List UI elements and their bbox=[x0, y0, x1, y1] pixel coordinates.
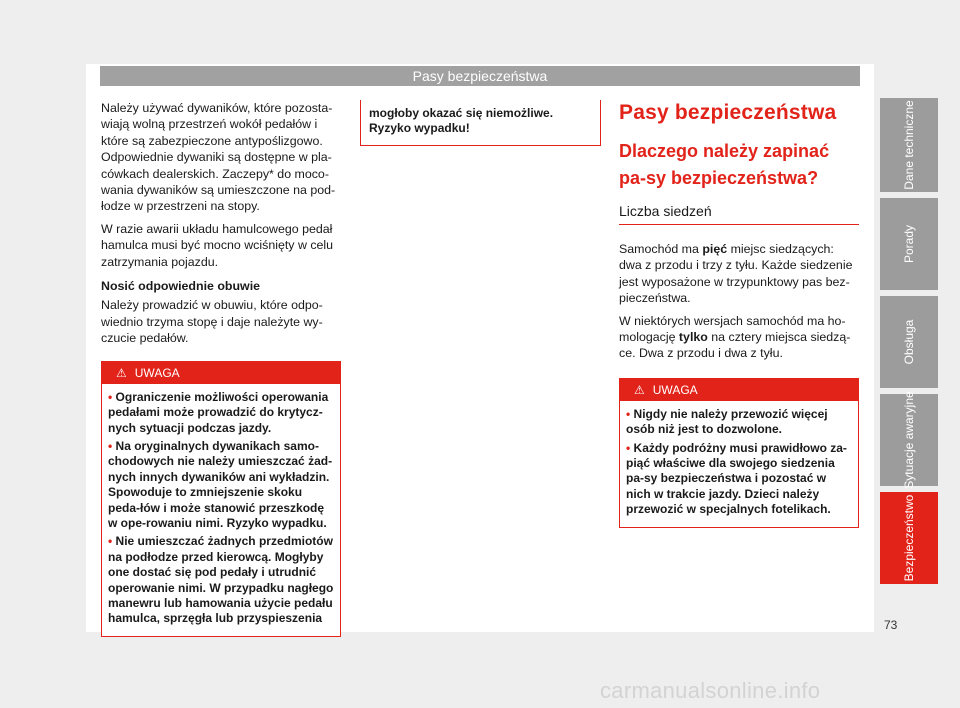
section-title: Dlaczego należy zapinać pa-sy bezpieczeństwa? bbox=[619, 141, 830, 188]
warning-item: • Nigdy nie należy przewozić więcej osób niż jest to dozwolone. bbox=[626, 406, 828, 437]
warning-continuation: mogłoby okazać się niemożliwe. Ryzyko wypadku! bbox=[360, 100, 601, 146]
warning-item: • Ograniczenie możliwości operowania pedałami może prowadzić do krytycz-nych sytuacji podczas jazdy. bbox=[108, 389, 329, 435]
warning-box bbox=[101, 361, 341, 637]
warning-item: • Na oryginalnych dywanikach samo-chodowych nie należy umieszczać żad-nych innych dywaników ani wykładzin. Spowoduje to zmniejszenie skoku peda-łów i może stanowić przeszkodę w ope-rowaniu nimi. Ryzyko wypadku. bbox=[108, 438, 333, 530]
warning-body bbox=[620, 401, 858, 527]
paragraph: W razie awarii układu hamulcowego pedał hamulca musi być mocno wciśnięty w celu zatrzymania pojazdu. bbox=[101, 221, 334, 269]
tab-porady[interactable]: Porady bbox=[880, 198, 938, 290]
watermark: carmanualsonline.info bbox=[600, 678, 821, 703]
bullet-icon: • bbox=[108, 438, 113, 453]
paragraph: W niektórych wersjach samochód ma ho-mologację tylko na cztery miejsca siedzą-ce. Dwa z przodu i dwa z tyłu. bbox=[619, 313, 851, 361]
bullet-icon: • bbox=[626, 406, 631, 421]
bullet-icon: • bbox=[626, 440, 631, 455]
paragraph: Należy używać dywaników, które pozosta-wiają wolną przestrzeń wokół pedałów i które są zabezpieczone antypoślizgowo. Odpowiednie dywaniki są dostępne w pla-cówkach dealerskich. Zaczepy* do moco-wania dywaników są umieszczone na pod-łodze w przestrzeni na stopy. bbox=[101, 101, 336, 214]
warning-label: UWAGA bbox=[134, 365, 180, 380]
paragraph: Należy prowadzić w obuwiu, które odpo-wiednio trzyma stopę i daje należyte wy-czucie pedałów. bbox=[101, 298, 323, 346]
column-middle bbox=[360, 100, 601, 146]
warning-item: • Każdy podróżny musi prawidłowo za-piąć właściwe dla swojego siedzenia pa-sy bezpieczeństwa i pozostać w nich w trakcie jazdy. Dzieci należy przewozić w specjalnych fotelikach. bbox=[626, 440, 847, 517]
warning-icon: ⚠ bbox=[634, 382, 645, 397]
warning-box bbox=[619, 378, 859, 528]
bullet-icon: • bbox=[108, 389, 113, 404]
section-heading: Nosić odpowiednie obuwie bbox=[101, 279, 261, 294]
bullet-icon: • bbox=[108, 534, 113, 549]
warning-icon: ⚠ bbox=[116, 365, 127, 380]
paragraph: Samochód ma pięć miejsc siedzących: dwa z przodu i trzy z tyłu. Każde siedzenie jest wyposażone w trzypunktowy pas bez-pieczeństwa. bbox=[619, 242, 853, 306]
tab-sytuacje-awaryjne[interactable]: Sytuacje awaryjne bbox=[880, 394, 938, 486]
tab-obsluga[interactable]: Obsługa bbox=[880, 296, 938, 388]
tab-dane-techniczne[interactable]: Dane techniczne bbox=[880, 98, 938, 192]
chapter-title: Pasy bezpieczeństwa bbox=[619, 101, 837, 124]
warning-item: • Nie umieszczać żadnych przedmiotów na podłodze przed kierowcą. Mogłyby one dostać się pod pedały i utrudnić operowanie nimi. W przypadku nagłego manewru lub hamowania użycie pedału hamulca, sprzęgła lub przyspieszenia bbox=[108, 534, 334, 626]
page-header: Pasy bezpieczeństwa bbox=[100, 66, 860, 86]
warning-header bbox=[620, 379, 858, 401]
warning-header bbox=[102, 362, 340, 384]
warning-body bbox=[102, 384, 340, 636]
tab-bezpieczenstwo[interactable]: Bezpieczeństwo bbox=[880, 492, 938, 584]
column-left bbox=[101, 100, 341, 637]
column-right bbox=[619, 100, 859, 528]
page-number: 73 bbox=[884, 618, 898, 632]
subsection-title: Liczba siedzeń bbox=[619, 202, 859, 225]
warning-label: UWAGA bbox=[652, 382, 698, 397]
